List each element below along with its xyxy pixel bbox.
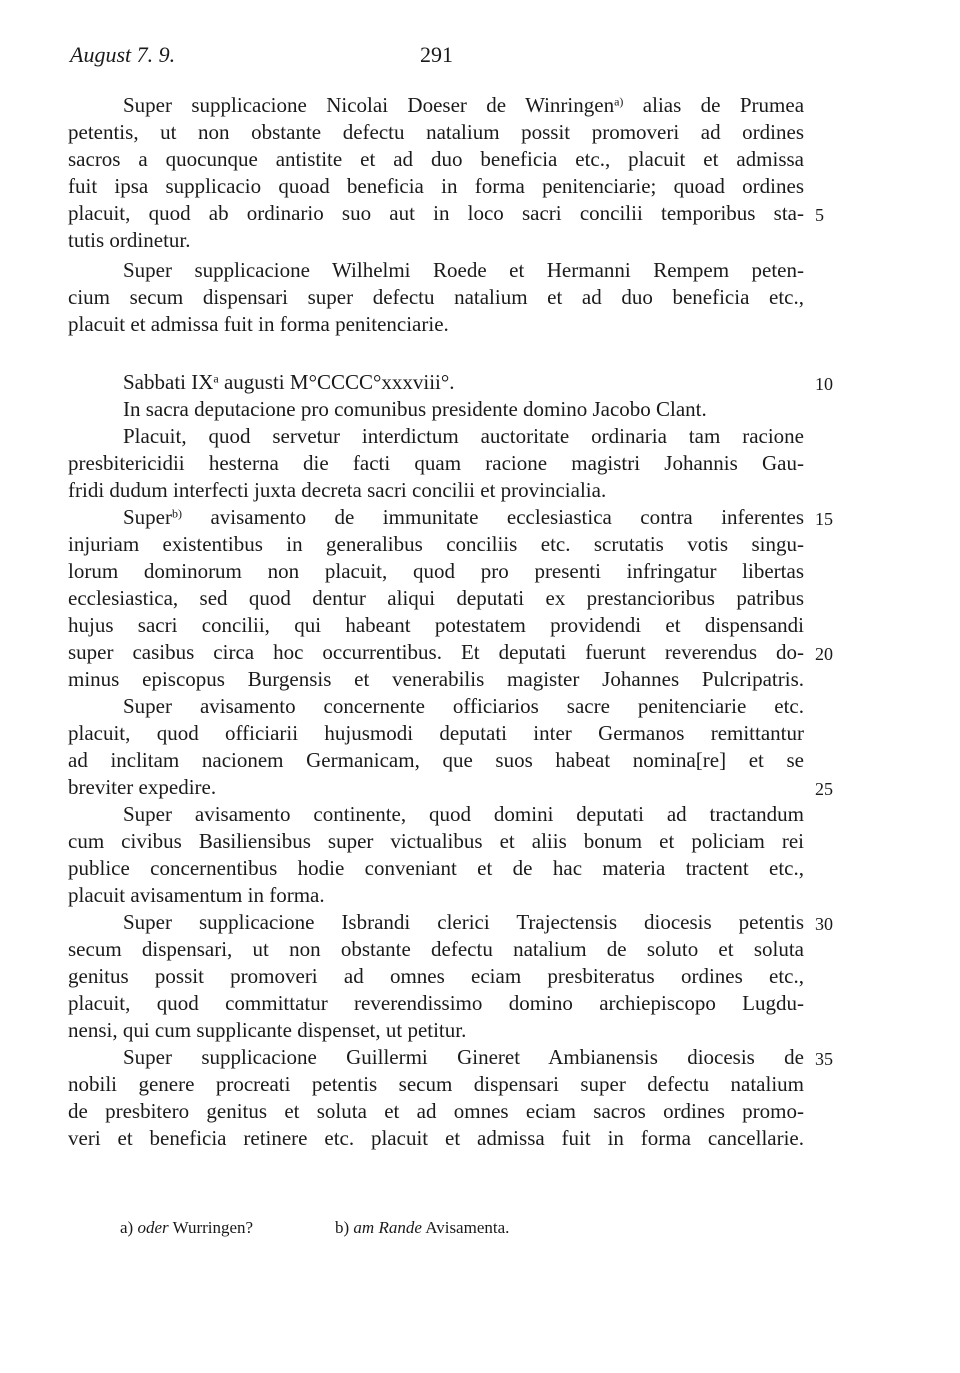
line-number: 30 (815, 914, 833, 934)
footnote-italic: am Rande (353, 1218, 422, 1237)
text-line: placuit et admissa fuit in forma penitenciarie. (68, 312, 449, 336)
text-line: placuit, quod ab ordinario suo aut in loco sacri concilii temporibus sta- (68, 201, 804, 225)
line-number: 15 (815, 509, 833, 529)
text-line: Super avisamento concernente officiarios sacre penitenciarie etc. (123, 694, 804, 718)
text-line: Placuit, quod servetur interdictum auctoritate ordinaria tam racione (123, 424, 804, 448)
text-line: de presbitero genitus et soluta et ad omnes eciam sacros ordines promo- (68, 1099, 804, 1123)
text-line: cum civibus Basiliensibus super victualibus et aliis bonum et policiam rei (68, 829, 804, 853)
text-line: fuit ipsa supplicacio quoad beneficia in forma penitenciarie; quoad ordines (68, 174, 804, 198)
text-line: hujus sacri concilii, qui habeant potestatem providendi et dispensandi (68, 613, 804, 637)
text-line: super casibus circa hoc occurrentibus. Et deputati fuerunt reverendus do- (68, 640, 804, 664)
text-line: Super supplicacione Isbrandi clerici Trajectensis diocesis petentis (123, 910, 804, 934)
text-line: veri et beneficia retinere etc. placuit et admissa fuit in forma cancellarie. (68, 1126, 804, 1150)
text-line: Super$^{b)}$ avisamento de immunitate ecclesiastica contra inferentes (123, 505, 804, 529)
footnote-text: Wurringen? (172, 1218, 254, 1237)
line-number: 25 (815, 779, 833, 799)
text-line: nensi, qui cum supplicante dispenset, ut petitur. (68, 1018, 467, 1042)
text-line: Super supplicacione Nicolai Doeser de Winringen$^{a)}$ alias de Prumea (123, 93, 805, 117)
footnote-mark: b) (335, 1218, 350, 1237)
footnote-mark: a) (120, 1218, 134, 1237)
text-line: petentis, ut non obstante defectu natalium possit promoveri ad ordines (68, 120, 804, 144)
text-line: genitus possit promoveri ad omnes eciam presbiteratus ordines etc., (68, 964, 804, 988)
text-line: placuit, quod officiarii hujusmodi deputati inter Germanos remittantur (68, 721, 804, 745)
text-line: nobili genere procreati petentis secum dispensari super defectu natalium (68, 1072, 804, 1096)
footnote-italic: oder (137, 1218, 169, 1237)
text-line: placuit avisamentum in forma. (68, 883, 325, 907)
text-line: publice concernentibus hodie conveniant et de hac materia tractent etc., (68, 856, 804, 880)
text-line: tutis ordinetur. (68, 228, 191, 252)
page-number: 291 (420, 42, 453, 67)
text-line: lorum dominorum non placuit, quod pro presenti infringatur libertas (68, 559, 804, 583)
text-line: secum dispensari, ut non obstante defectu natalium de soluto et soluta (68, 937, 804, 961)
text-line: presbitericidii hesterna die facti quam racione magistri Johannis Gau- (68, 451, 804, 475)
line-number: 5 (815, 205, 824, 225)
footnote-a (120, 1218, 253, 1238)
text-line: minus episcopus Burgensis et venerabilis magister Johannes Pulcripatris. (68, 667, 804, 691)
text-line: In sacra deputacione pro comunibus presidente domino Jacobo Clant. (123, 397, 707, 421)
text-line: injuriam existentibus in generalibus conciliis etc. scrutatis votis singu- (68, 532, 804, 556)
line-number: 10 (815, 374, 833, 394)
text-line: breviter expedire. (68, 775, 217, 799)
text-line: placuit, quod committatur reverendissimo domino archiepiscopo Lugdu- (68, 991, 804, 1015)
footnote-b (335, 1218, 509, 1238)
text-line: ecclesiastica, sed quod dentur aliqui deputati ex prestancioribus patribus (68, 586, 804, 610)
text-line: cium secum dispensari super defectu natalium et ad duo beneficia etc., (68, 285, 804, 309)
running-head-date: August 7. 9. (70, 42, 176, 67)
date-heading: Sabbati $IX^a$ augusti M°CCCC°xxxviii°. (123, 370, 455, 394)
text-line: Super avisamento continente, quod domini deputati ad tractandum (123, 802, 804, 826)
text-line: sacros a quocunque antistite et ad duo beneficia etc., placuit et admissa (68, 147, 804, 171)
text-line: Super supplicacione Wilhelmi Roede et Hermanni Rempem peten- (123, 258, 804, 282)
line-number: 20 (815, 644, 833, 664)
text-line: ad inclitam nacionem Germanicam, que suos habeat nomina[re] et se (68, 748, 804, 772)
text-line: Super supplicacione Guillermi Gineret Ambianensis diocesis de (123, 1045, 804, 1069)
text-line: fridi dudum interfecti juxta decreta sacri concilii et provincialia. (68, 478, 607, 502)
footnote-text: Avisamenta. (425, 1218, 510, 1237)
line-number: 35 (815, 1049, 833, 1069)
